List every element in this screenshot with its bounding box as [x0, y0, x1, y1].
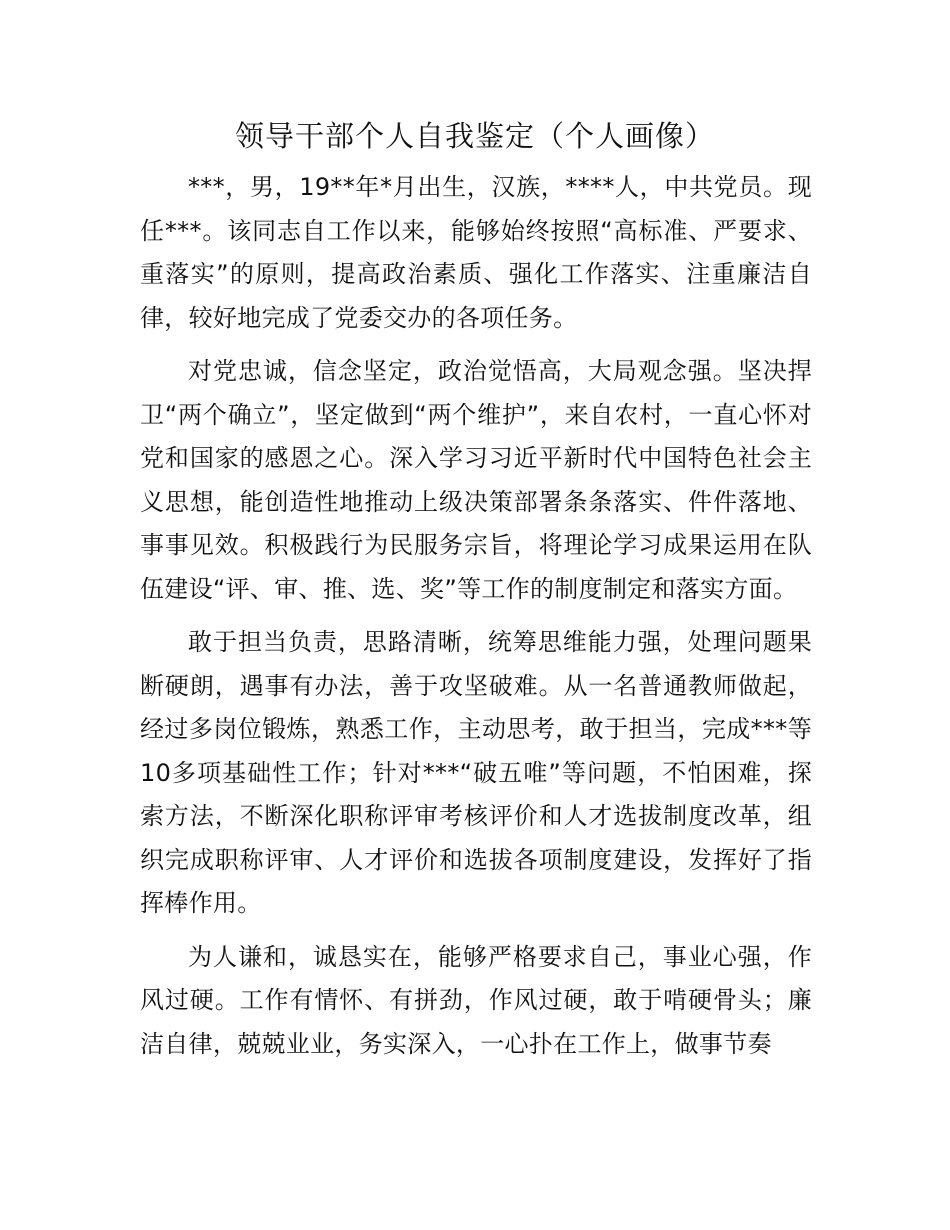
document-body: [140, 166, 812, 1076]
document-title: 领导干部个人自我鉴定（个人画像）: [234, 119, 715, 153]
paragraph-political-loyalty: 对党忠诚，信念坚定，政治觉悟高，大局观念强。坚决捍卫“两个确立”，坚定做到“两个维护”，来自农村，一直心怀对党和国家的感恩之心。深入学习习近平新时代中国特色社会主义思想，能创造性地推动上级决策部署条条落实、件件落地、事事见效。积极践行为民服务宗旨，将理论学习成果运用在队伍建设“评、审、推、选、奖”等工作的制度制定和落实方面。: [140, 357, 812, 603]
paragraph-basic-info: ***，男，19**年*月出生，汉族，****人，中共党员。现任***。该同志自工作以来，能够始终按照“高标准、严要求、重落实”的原则，提高政治素质、强化工作落实、注重廉洁自律，较好地完成了党委交办的各项任务。: [140, 173, 813, 332]
paragraph-character: 为人谦和，诚恳实在，能够严格要求自己，事业心强，作风过硬。工作有情怀、有拼劲，作风过硬，敢于啃硬骨头；廉洁自律，兢兢业业，务实深入，一心扑在工作上，做事节奏: [140, 942, 812, 1058]
paragraph-responsibility: 敢于担当负责，思路清晰，统筹思维能力强，处理问题果断硬朗，遇事有办法，善于攻坚破难。从一名普通教师做起，经过多岗位锻炼，熟悉工作，主动思考，敢于担当，完成***等10多项基础性工作；针对***“破五唯”等问题，不怕困难，探索方法，不断深化职称评审考核评价和人才选拔制度改革，组织完成职称评审、人才评价和选拔各项制度建设，发挥好了指挥棒作用。: [140, 628, 812, 917]
